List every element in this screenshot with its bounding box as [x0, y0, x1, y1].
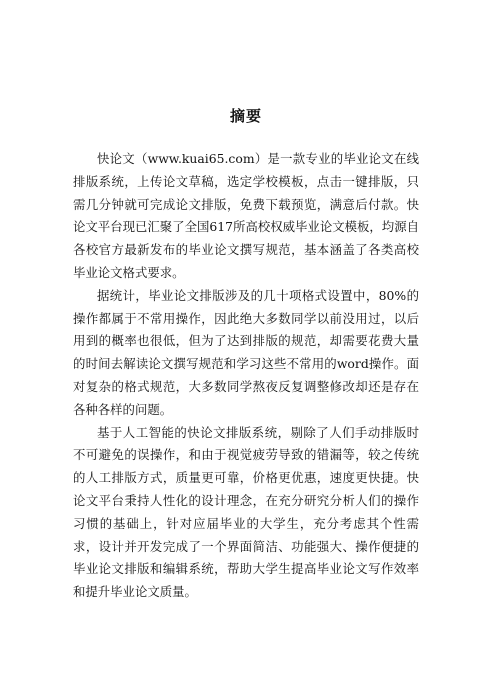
abstract-paragraph-1: 快论文（www.kuai65.com）是一款专业的毕业论文在线排版系统，上传论文草稿，选定学校模板，点击一键排版，只需几分钟就可完成论文排版，免费下载预览，满意后付款。快论文平台现已汇聚了全国617所高校权威毕业论文模板，均源自各校官方最新发布的毕业论文撰写规范，基本涵盖了各类高校毕业论文格式要求。 [73, 151, 419, 280]
abstract-paragraph-3: 基于人工智能的快论文排版系统，剔除了人们手动排版时不可避免的误操作，和由于视觉疲劳导致的错漏等，较之传统的人工排版方式，质量更可靠，价格更优惠，速度更快捷。快论文平台秉持人性化的设计理念，在充分研究分析人们的操作习惯的基础上，针对应届毕业的大学生，充分考虑其个性需求，设计并开发完成了一个界面简洁、功能强大、操作便捷的毕业论文排版和编辑系统，帮助大学生提高毕业论文写作效率和提升毕业论文质量。 [73, 424, 419, 600]
abstract-paragraph-2: 据统计，毕业论文排版涉及的几十项格式设置中，80%的操作都属于不常用操作，因此绝大多数同学以前没用过，以后用到的概率也很低，但为了达到排版的规范，却需要花费大量的时间去解读论文撰写规范和学习这些不常用的word操作。面对复杂的格式规范，大多数同学熬夜反复调整修改却还是存在各种各样的问题。 [73, 287, 419, 417]
abstract-title: 摘要 [229, 107, 262, 125]
